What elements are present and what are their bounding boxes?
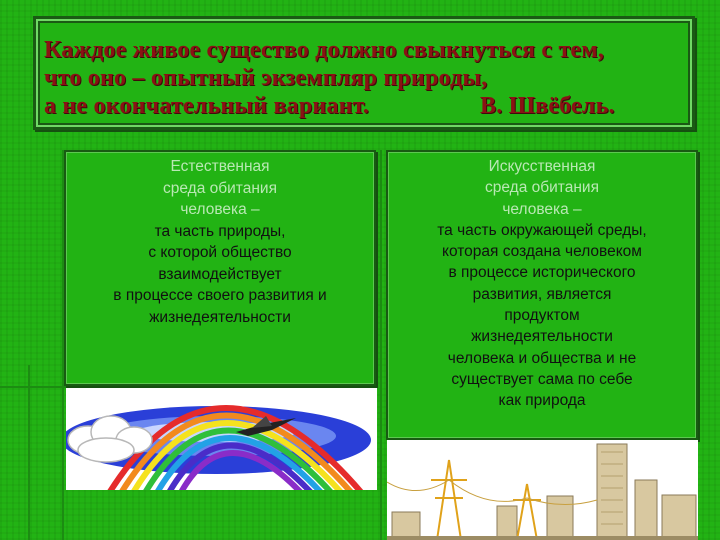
panel-body-line: с которой общество <box>148 244 292 261</box>
panel-body-line: которая создана человеком <box>442 243 642 261</box>
city-illustration <box>387 440 698 540</box>
quote-line-3-text: а не окончательный вариант. <box>44 93 370 119</box>
panel-body-line: та часть окружающей среды, <box>437 221 647 239</box>
panel-heading-line: Искусственная <box>488 158 596 175</box>
quote-line-1: Каждое живое существо должно свыкнуться с тем, <box>44 37 605 63</box>
rainbow-illustration <box>66 388 377 490</box>
city-image <box>387 440 698 540</box>
panel-heading-line: Естественная <box>170 158 270 175</box>
decor-line <box>380 150 382 540</box>
natural-environment-text <box>66 156 374 328</box>
rainbow-image <box>66 388 377 490</box>
panel-body-line: взаимодействует <box>158 265 282 283</box>
panel-heading-line: человека – <box>180 201 260 218</box>
panel-body-line: в процессе своего развития и <box>113 287 327 304</box>
power-tower-icon <box>431 460 541 540</box>
decor-line <box>28 365 30 540</box>
natural-environment-panel <box>64 150 376 386</box>
panel-body-line: развития, является <box>472 285 612 303</box>
decor-line <box>0 386 70 388</box>
artificial-environment-panel <box>386 150 698 440</box>
panel-heading-line: среда обитания <box>163 179 277 197</box>
panel-body-line: в процессе исторического <box>448 264 636 282</box>
panel-body-line: жизнедеятельности <box>471 328 613 346</box>
panel-body-line: как природа <box>498 392 586 410</box>
panel-body-line: существует сама по себе <box>451 370 633 388</box>
panel-heading-line: человека – <box>502 200 582 218</box>
panel-body-line: та часть природы, <box>154 222 286 240</box>
quote-line-3 <box>44 93 615 120</box>
panel-body-line: человека и общества и не <box>447 349 637 367</box>
panel-body-line: продуктом <box>504 307 580 325</box>
quote-author: В. Швёбель. <box>480 93 615 119</box>
quote-line-2: что оно – опытный экземпляр природы, <box>44 65 488 91</box>
quote-box <box>33 16 695 130</box>
panel-heading-line: среда обитания <box>485 179 599 197</box>
panel-body-line: жизнедеятельности <box>149 308 291 326</box>
artificial-environment-text <box>388 156 696 412</box>
